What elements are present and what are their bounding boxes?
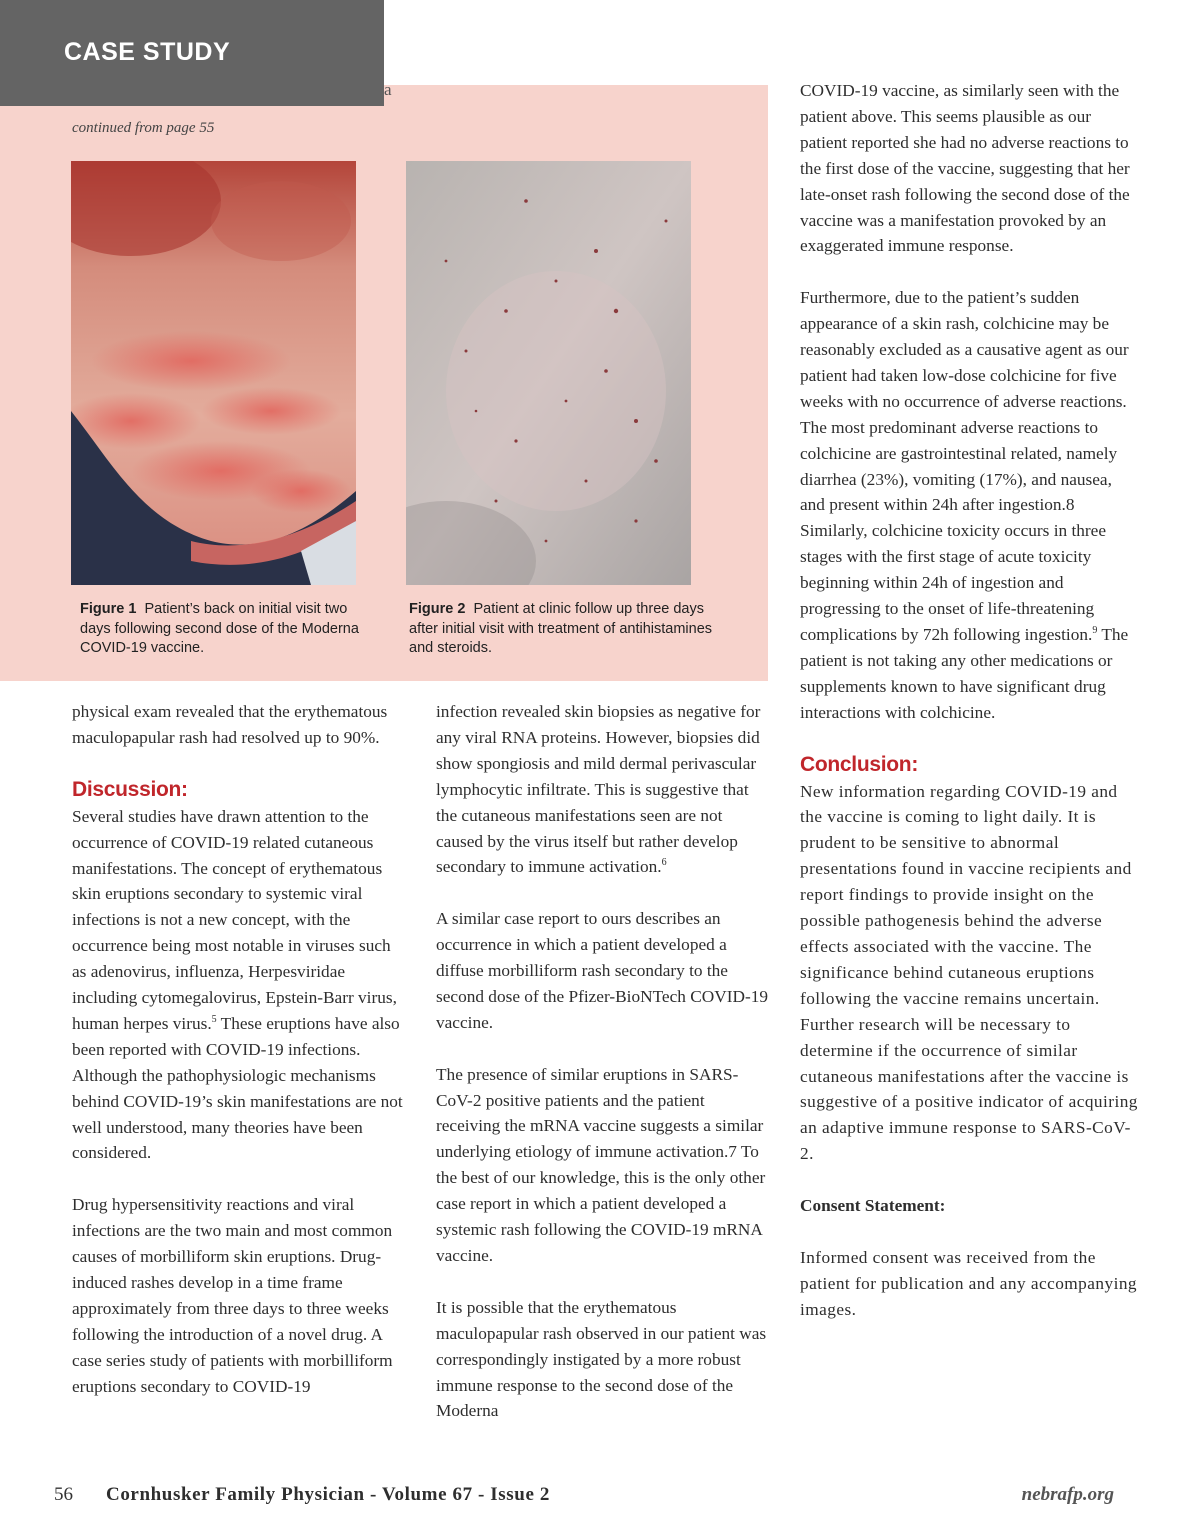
text-column-1 [72, 699, 407, 1425]
continued-note: continued from page 55 [72, 120, 215, 136]
section-banner [0, 0, 384, 106]
consent-paragraph: Informed consent was received from the patient for publication and any accompanying images. [800, 1247, 1137, 1319]
figure-2-caption [409, 600, 719, 659]
discussion-paragraph-6: It is possible that the erythematous maculopapular rash observed in our patient was correspondingly instigated by a more robust immune response to the second dose of the Moderna [436, 1297, 767, 1421]
figure-1-label: Figure 1 [80, 601, 137, 617]
conclusion-paragraph: New information regarding COVID-19 and the vaccine is coming to light daily. It is prudent to be sensitive to abnormal presentations found in vaccine recipients and report findings to provide insight on the possible pathogenesis behind the adverse effects associated with the vaccine. The significance behind cutaneous eruptions following the vaccine remains uncertain. Further research will be necessary to determine if the occurrence of similar cutaneous manifestations after the vaccine is suggestive of a positive indicator of acquiring an adaptive immune response to SARS-CoV-2. [800, 781, 1138, 1164]
reference-5: 5 [211, 1014, 217, 1026]
text-column-3 [800, 78, 1140, 1348]
clipped-title-fragment: a [384, 80, 392, 99]
section-label: CASE STUDY [64, 38, 231, 66]
figure-1-caption [80, 600, 375, 659]
discussion-paragraph-5: The presence of similar eruptions in SARS-CoV-2 positive patients and the patient receiving the mRNA vaccine suggests a similar underlying etiology of immune activation.7 To the best of our knowledge, this is the only other case report in which a patient developed a systemic rash following the COVID-19 mRNA vaccine. [436, 1064, 766, 1265]
page-number: 56 [54, 1484, 73, 1505]
discussion-paragraph-8: Furthermore, due to the patient’s sudden appearance of a skin rash, colchicine may be reasonably excluded as a causative agent as our patient had taken low-dose colchicine for five weeks with no occurrence of adverse reactions. The most predominant adverse reactions to colchicine are gastrointestinal related, namely diarrhea (23%), vomiting (17%), and nausea, and present within 24h after ingestion.8 Similarly, colchicine toxicity occurs in three stages with the first stage of acute toxicity beginning within 24h of ingestion and progressing to the onset of life-threatening complications by 72h following ingestion.$^9$ The patient is not taking any other medications or supplements known to have significant drug interactions with colchicine. [800, 288, 1129, 722]
conclusion-heading: Conclusion: [800, 752, 919, 776]
figure-2-photo [406, 161, 691, 585]
intro-paragraph: physical exam revealed that the erythematous maculopapular rash had resolved up to 90%. [72, 702, 388, 747]
figure-2-label: Figure 2 [409, 601, 466, 617]
text-column-2 [436, 699, 771, 1450]
figure-1-image [71, 161, 356, 585]
website-link[interactable]: nebrafp.org [1021, 1484, 1114, 1505]
consent-heading: Consent Statement: [800, 1196, 946, 1216]
discussion-paragraph-4: A similar case report to ours describes an occurrence in which a patient developed a diffuse morbilliform rash secondary to the second dose of the Pfizer-BioNTech COVID-19 vaccine. [436, 909, 768, 1032]
figure-2-image [406, 161, 691, 585]
figure-1-caption-text: Patient’s back on initial visit two days following second dose of the Moderna COVID-19 vaccine. [80, 601, 359, 656]
discussion-paragraph-7: COVID-19 vaccine, as similarly seen with the patient above. This seems plausible as our patient reported she had no adverse reactions to the first dose of the vaccine, suggesting that her late-onset rash following the second dose of the vaccine was a manifestation provoked by an exaggerated immune response. [800, 81, 1130, 256]
journal-title: Cornhusker Family Physician - Volume 67 - Issue 2 [106, 1484, 550, 1505]
reference-6: 6 [661, 857, 667, 869]
discussion-paragraph-2: Drug hypersensitivity reactions and viral infections are the two main and most common causes of morbilliform skin eruptions. Drug-induced rashes develop in a time frame approximately from three days to three weeks following the introduction of a novel drug. A case series study of patients with morbilliform eruptions secondary to COVID-19 [72, 1195, 393, 1396]
figure-2-caption-text: Patient at clinic follow up three days after initial visit with treatment of antihistamines and steroids. [409, 601, 713, 656]
discussion-heading: Discussion: [72, 777, 188, 801]
page-footer [54, 1484, 1114, 1510]
discussion-paragraph-1: Several studies have drawn attention to the occurrence of COVID-19 related cutaneous manifestations. The concept of erythematous skin eruptions secondary to systemic viral infections is not a new concept, with the occurrence being most notable in viruses such as adenovirus, influenza, Herpesviridae including cytomegalovirus, Epstein-Barr virus, human herpes virus.$^5$ These eruptions have also been reported with COVID-19 infections. Although the pathophysiologic mechanisms behind COVID-19’s skin manifestations are not well understood, many theories have been considered. [72, 806, 403, 1163]
figure-1-photo [71, 161, 356, 585]
reference-9: 9 [1092, 625, 1098, 637]
discussion-paragraph-3: infection revealed skin biopsies as negative for any viral RNA proteins. However, biopsies did show spongiosis and mild dermal perivascular lymphocytic infiltrate. This is suggestive that the cutaneous manifestations seen are not caused by the virus itself but rather develop secondary to immune activation.$^6$ [436, 702, 761, 877]
